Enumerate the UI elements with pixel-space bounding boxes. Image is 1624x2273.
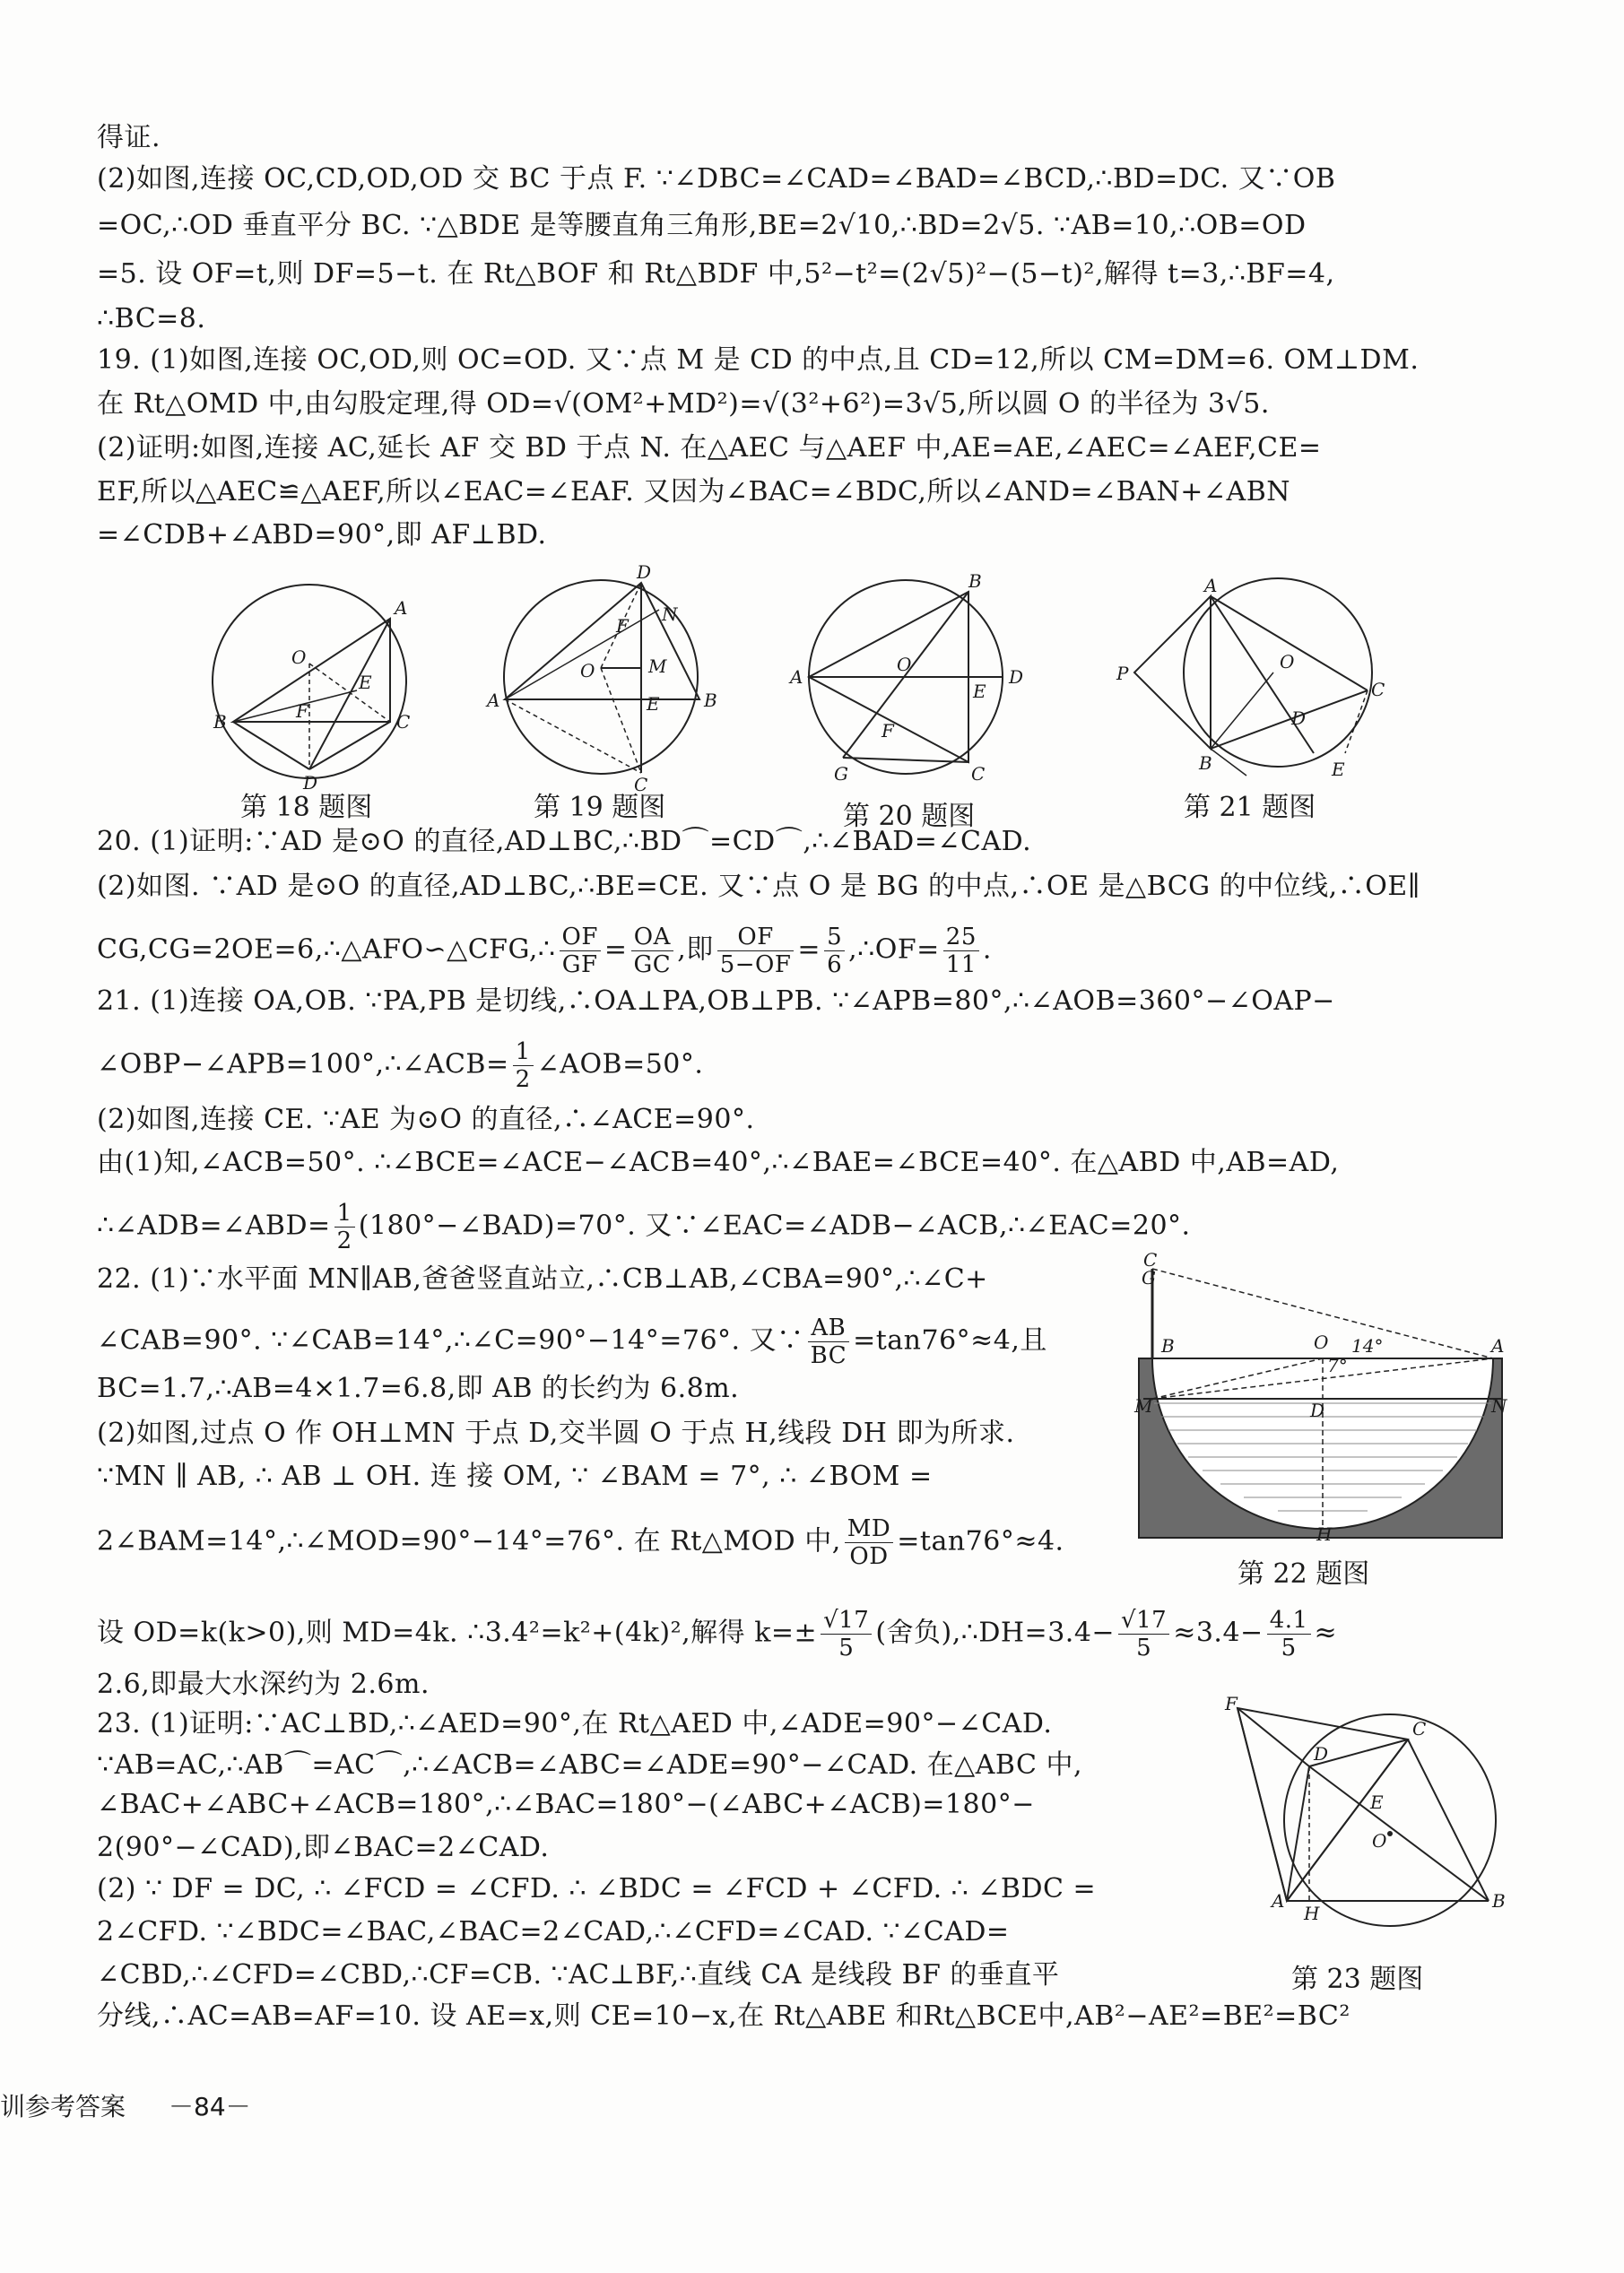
svg-text:O: O bbox=[580, 660, 595, 681]
svg-text:B: B bbox=[1161, 1335, 1175, 1357]
fraction: $\frac{√17}{5}$ bbox=[821, 1607, 872, 1661]
svg-text:A: A bbox=[790, 666, 803, 688]
svg-text:M: M bbox=[648, 655, 667, 677]
text-line: (2)如图,连接 CE. ∵AE 为⊙O 的直径,∴∠ACE=90°. bbox=[97, 1104, 755, 1135]
svg-text:A: A bbox=[395, 597, 408, 619]
text-line: 2∠CFD. ∵∠BDC=∠BAC,∠BAC=2∠CAD,∴∠CFD=∠CAD. ∵∠CAD= bbox=[97, 1916, 1010, 1948]
fraction: $\frac{OF}{5-OF}$ bbox=[717, 924, 795, 978]
svg-text:C: C bbox=[396, 711, 411, 733]
svg-text:C: C bbox=[1371, 679, 1385, 700]
svg-text:A: A bbox=[1491, 1335, 1505, 1357]
text-line: 2.6,即最大水深约为 2.6m. bbox=[97, 1669, 430, 1700]
circle bbox=[1184, 578, 1372, 767]
figure-18 bbox=[206, 574, 421, 794]
svg-text:A: A bbox=[1272, 1890, 1285, 1912]
figure-23 bbox=[1225, 1693, 1515, 1932]
text-line: =OC,∴OD 垂直平分 BC. ∵△BDE 是等腰直角三角形,BE=2√10,∴BD=2√5. ∵AB=10,∴OB=OD bbox=[97, 210, 1307, 241]
figure-21 bbox=[1116, 574, 1385, 789]
text-line: 20. (1)证明:∵AD 是⊙O 的直径,AD⊥BC,∴BD⌒=CD⌒,∴∠BAD=∠CAD. bbox=[97, 826, 1032, 857]
caption-fig19: 第 19 题图 bbox=[534, 792, 666, 823]
fraction: $\frac{1}{2}$ bbox=[513, 1038, 534, 1093]
svg-text:O: O bbox=[1372, 1830, 1387, 1852]
svg-text:F: F bbox=[616, 615, 629, 637]
text-line: EF,所以△AEC≌△AEF,所以∠EAC=∠EAF. 又因为∠BAC=∠BDC,所以∠AND=∠BAN+∠ABN bbox=[97, 476, 1290, 508]
text-line: 19. (1)如图,连接 OC,OD,则 OC=OD. 又∵点 M 是 CD 的中点,且 CD=12,所以 CM=DM=6. OM⊥DM. bbox=[97, 344, 1420, 376]
fraction: $\frac{4.1}{5}$ bbox=[1267, 1607, 1311, 1661]
svg-text:P: P bbox=[1116, 663, 1129, 684]
caption-fig18: 第 18 题图 bbox=[240, 792, 373, 823]
text-line: 分线,∴AC=AB=AF=10. 设 AE=x,则 CE=10−x,在 Rt△ABE 和Rt△BCE中,AB²−AE²=BE²=BC² bbox=[97, 2000, 1350, 2032]
svg-text:E: E bbox=[359, 672, 372, 693]
svg-text:F: F bbox=[1225, 1693, 1238, 1714]
svg-text:O: O bbox=[1280, 651, 1295, 672]
text-line: ∴BC=8. bbox=[97, 303, 206, 334]
fraction: $\frac{√17}{5}$ bbox=[1118, 1607, 1169, 1661]
svg-text:O: O bbox=[1314, 1332, 1329, 1353]
text-line: BC=1.7,∴AB=4×1.7=6.8,即 AB 的长约为 6.8m. bbox=[97, 1373, 740, 1404]
text-line: =5. 设 OF=t,则 DF=5−t. 在 Rt△BOF 和 Rt△BDF 中,5²−t²=(2√5)²−(5−t)²,解得 t=3,∴BF=4, bbox=[97, 258, 1335, 290]
text-line: ∠CBD,∴∠CFD=∠CBD,∴CF=CB. ∵AC⊥BF,∴直线 CA 是线段 BF 的垂直平 bbox=[97, 1959, 1060, 1991]
svg-text:E: E bbox=[647, 693, 660, 715]
svg-text:7°: 7° bbox=[1327, 1355, 1348, 1376]
svg-text:B: B bbox=[1199, 752, 1212, 774]
text-line: =∠CDB+∠ABD=90°,即 AF⊥BD. bbox=[97, 519, 547, 551]
figure-22 bbox=[1134, 1249, 1511, 1551]
page-number: －84－ bbox=[169, 2092, 251, 2121]
svg-text:B: B bbox=[213, 711, 227, 733]
fraction: $\frac{MD}{OD}$ bbox=[845, 1515, 893, 1570]
text-line: ∠OBP−∠APB=100°,∴∠ACB= $\frac{1}{2}$ ∠AOB=50°. bbox=[97, 1038, 704, 1093]
fraction: $\frac{25}{11}$ bbox=[943, 924, 979, 978]
svg-text:M: M bbox=[1134, 1395, 1153, 1417]
svg-text:14°: 14° bbox=[1351, 1335, 1384, 1357]
text-line: ∠CAB=90°. ∵∠CAB=14°,∴∠C=90°−14°=76°. 又∵ $\frac{AB}{BC}$ =tan76°≈4,且 bbox=[97, 1314, 1047, 1369]
text-line: 设 OD=k(k>0),则 MD=4k. ∴3.4²=k²+(4k)²,解得 k=± $\frac{√17}{5}$ (舍负),∴DH=3.4− $\frac{√17}{5}$ ≈3.4− $\frac{4.1}{5}$ ≈ bbox=[97, 1607, 1338, 1661]
svg-text:B: B bbox=[704, 690, 717, 711]
svg-text:C: C bbox=[1143, 1249, 1158, 1271]
text-line: CG,CG=2OE=6,∴△AFO∽△CFG,∴ $\frac{OF}{GF}$ = $\frac{OA}{GC}$ ,即 $\frac{OF}{5-OF}$ = $\frac{5}{6}$ ,∴OF= $\frac{25}{11}$ . bbox=[97, 924, 992, 978]
text-line: (2)证明:如图,连接 AC,延长 AF 交 BD 于点 N. 在△AEC 与△AEF 中,AE=AE,∠AEC=∠AEF,CE= bbox=[97, 432, 1322, 464]
svg-text:D: D bbox=[303, 772, 318, 794]
svg-text:A: A bbox=[1204, 575, 1218, 596]
fraction: $\frac{1}{2}$ bbox=[334, 1200, 355, 1254]
caption-fig23: 第 23 题图 bbox=[1291, 1964, 1424, 1995]
svg-text:D: D bbox=[1291, 707, 1307, 729]
svg-text:D: D bbox=[1009, 666, 1024, 688]
text-line: (2)如图,过点 O 作 OH⊥MN 于点 D,交半圆 O 于点 H,线段 DH 即为所求. bbox=[97, 1418, 1015, 1449]
text-line: 21. (1)连接 OA,OB. ∵PA,PB 是切线,∴OA⊥PA,OB⊥PB. ∵∠APB=80°,∴∠AOB=360°−∠OAP− bbox=[97, 985, 1335, 1017]
text-line: 23. (1)证明:∵AC⊥BD,∴∠AED=90°,在 Rt△AED 中,∠ADE=90°−∠CAD. bbox=[97, 1708, 1053, 1739]
svg-text:C: C bbox=[634, 774, 648, 795]
svg-text:C: C bbox=[1412, 1718, 1427, 1739]
text-line: 2(90°−∠CAD),即∠BAC=2∠CAD. bbox=[97, 1832, 550, 1863]
svg-text:D: D bbox=[1310, 1400, 1325, 1421]
svg-text:N: N bbox=[662, 603, 678, 625]
fraction: $\frac{OF}{GF}$ bbox=[560, 924, 601, 978]
text-line: ∴∠ADB=∠ABD= $\frac{1}{2}$ (180°−∠BAD)=70°. 又∵∠EAC=∠ADB−∠ACB,∴∠EAC=20°. bbox=[97, 1200, 1191, 1254]
svg-text:O: O bbox=[897, 654, 912, 675]
figure-20 bbox=[790, 570, 1024, 789]
svg-text:G: G bbox=[834, 763, 848, 785]
svg-text:H: H bbox=[1316, 1523, 1333, 1545]
caption-fig22: 第 22 题图 bbox=[1238, 1558, 1370, 1590]
figure-19 bbox=[487, 561, 722, 795]
text-line: (2)如图,连接 OC,CD,OD,OD 交 BC 于点 F. ∵∠DBC=∠CAD=∠BAD=∠BCD,∴BD=DC. 又∵OB bbox=[97, 163, 1336, 195]
text: CG,CG=2OE=6,∴△AFO∽△CFG,∴ bbox=[97, 933, 556, 966]
text-line: 22. (1)∵水平面 MN∥AB,爸爸竖直站立,∴CB⊥AB,∠CBA=90°,∴∠C+ bbox=[97, 1263, 988, 1295]
text-line: 得证. bbox=[97, 122, 161, 153]
svg-text:D: D bbox=[637, 561, 652, 583]
svg-text:D: D bbox=[1314, 1743, 1329, 1765]
svg-text:B: B bbox=[968, 570, 982, 592]
svg-text:E: E bbox=[1370, 1792, 1384, 1813]
svg-text:E: E bbox=[973, 681, 986, 702]
svg-text:F: F bbox=[296, 700, 308, 722]
caption-fig20: 第 20 题图 bbox=[843, 801, 976, 832]
fraction: $\frac{OA}{GC}$ bbox=[631, 924, 674, 978]
fraction: $\frac{AB}{BC}$ bbox=[808, 1314, 849, 1369]
fraction: $\frac{5}{6}$ bbox=[824, 924, 845, 978]
svg-text:F: F bbox=[881, 720, 894, 742]
text-line: ∵MN ∥ AB, ∴ AB ⊥ OH. 连 接 OM, ∵ ∠BAM = 7°, ∴ ∠BOM = bbox=[97, 1461, 933, 1492]
text-line: ∵AB=AC,∴AB⌒=AC⌒,∴∠ACB=∠ABC=∠ADE=90°−∠CAD. 在△ABC 中, bbox=[97, 1749, 1083, 1781]
text-line: (2)如图. ∵AD 是⊙O 的直径,AD⊥BC,∴BE=CE. 又∵点 O 是 BG 的中点,∴OE 是△BCG 的中位线,∴OE∥ bbox=[97, 871, 1421, 902]
svg-text:N: N bbox=[1491, 1395, 1507, 1417]
svg-text:C: C bbox=[971, 763, 986, 785]
svg-text:H: H bbox=[1304, 1903, 1320, 1924]
text-line: 2∠BAM=14°,∴∠MOD=90°−14°=76°. 在 Rt△MOD 中, $\frac{MD}{OD}$ =tan76°≈4. bbox=[97, 1515, 1064, 1570]
text-line: 在 Rt△OMD 中,由勾股定理,得 OD=√(OM²+MD²)=√(3²+6²)=3√5,所以圆 O 的半径为 3√5. bbox=[97, 388, 1270, 420]
text-line: (2) ∵ DF = DC, ∴ ∠FCD = ∠CFD. ∴ ∠BDC = ∠FCD + ∠CFD. ∴ ∠BDC = bbox=[97, 1873, 1097, 1904]
svg-text:E: E bbox=[1332, 759, 1345, 780]
svg-text:G: G bbox=[1142, 1267, 1156, 1288]
text-line: ∠BAC+∠ABC+∠ACB=180°,∴∠BAC=180°−(∠ABC+∠ACB)=180°− bbox=[97, 1789, 1035, 1820]
text-line: 由(1)知,∠ACB=50°. ∴∠BCE=∠ACE−∠ACB=40°,∴∠BAE=∠BCE=40°. 在△ABD 中,AB=AD, bbox=[97, 1147, 1340, 1178]
footer-label: 训参考答案 bbox=[0, 2092, 126, 2121]
svg-text:B: B bbox=[1492, 1890, 1506, 1912]
caption-fig21: 第 21 题图 bbox=[1184, 792, 1316, 823]
svg-text:A: A bbox=[487, 690, 500, 711]
svg-text:O: O bbox=[291, 646, 307, 668]
